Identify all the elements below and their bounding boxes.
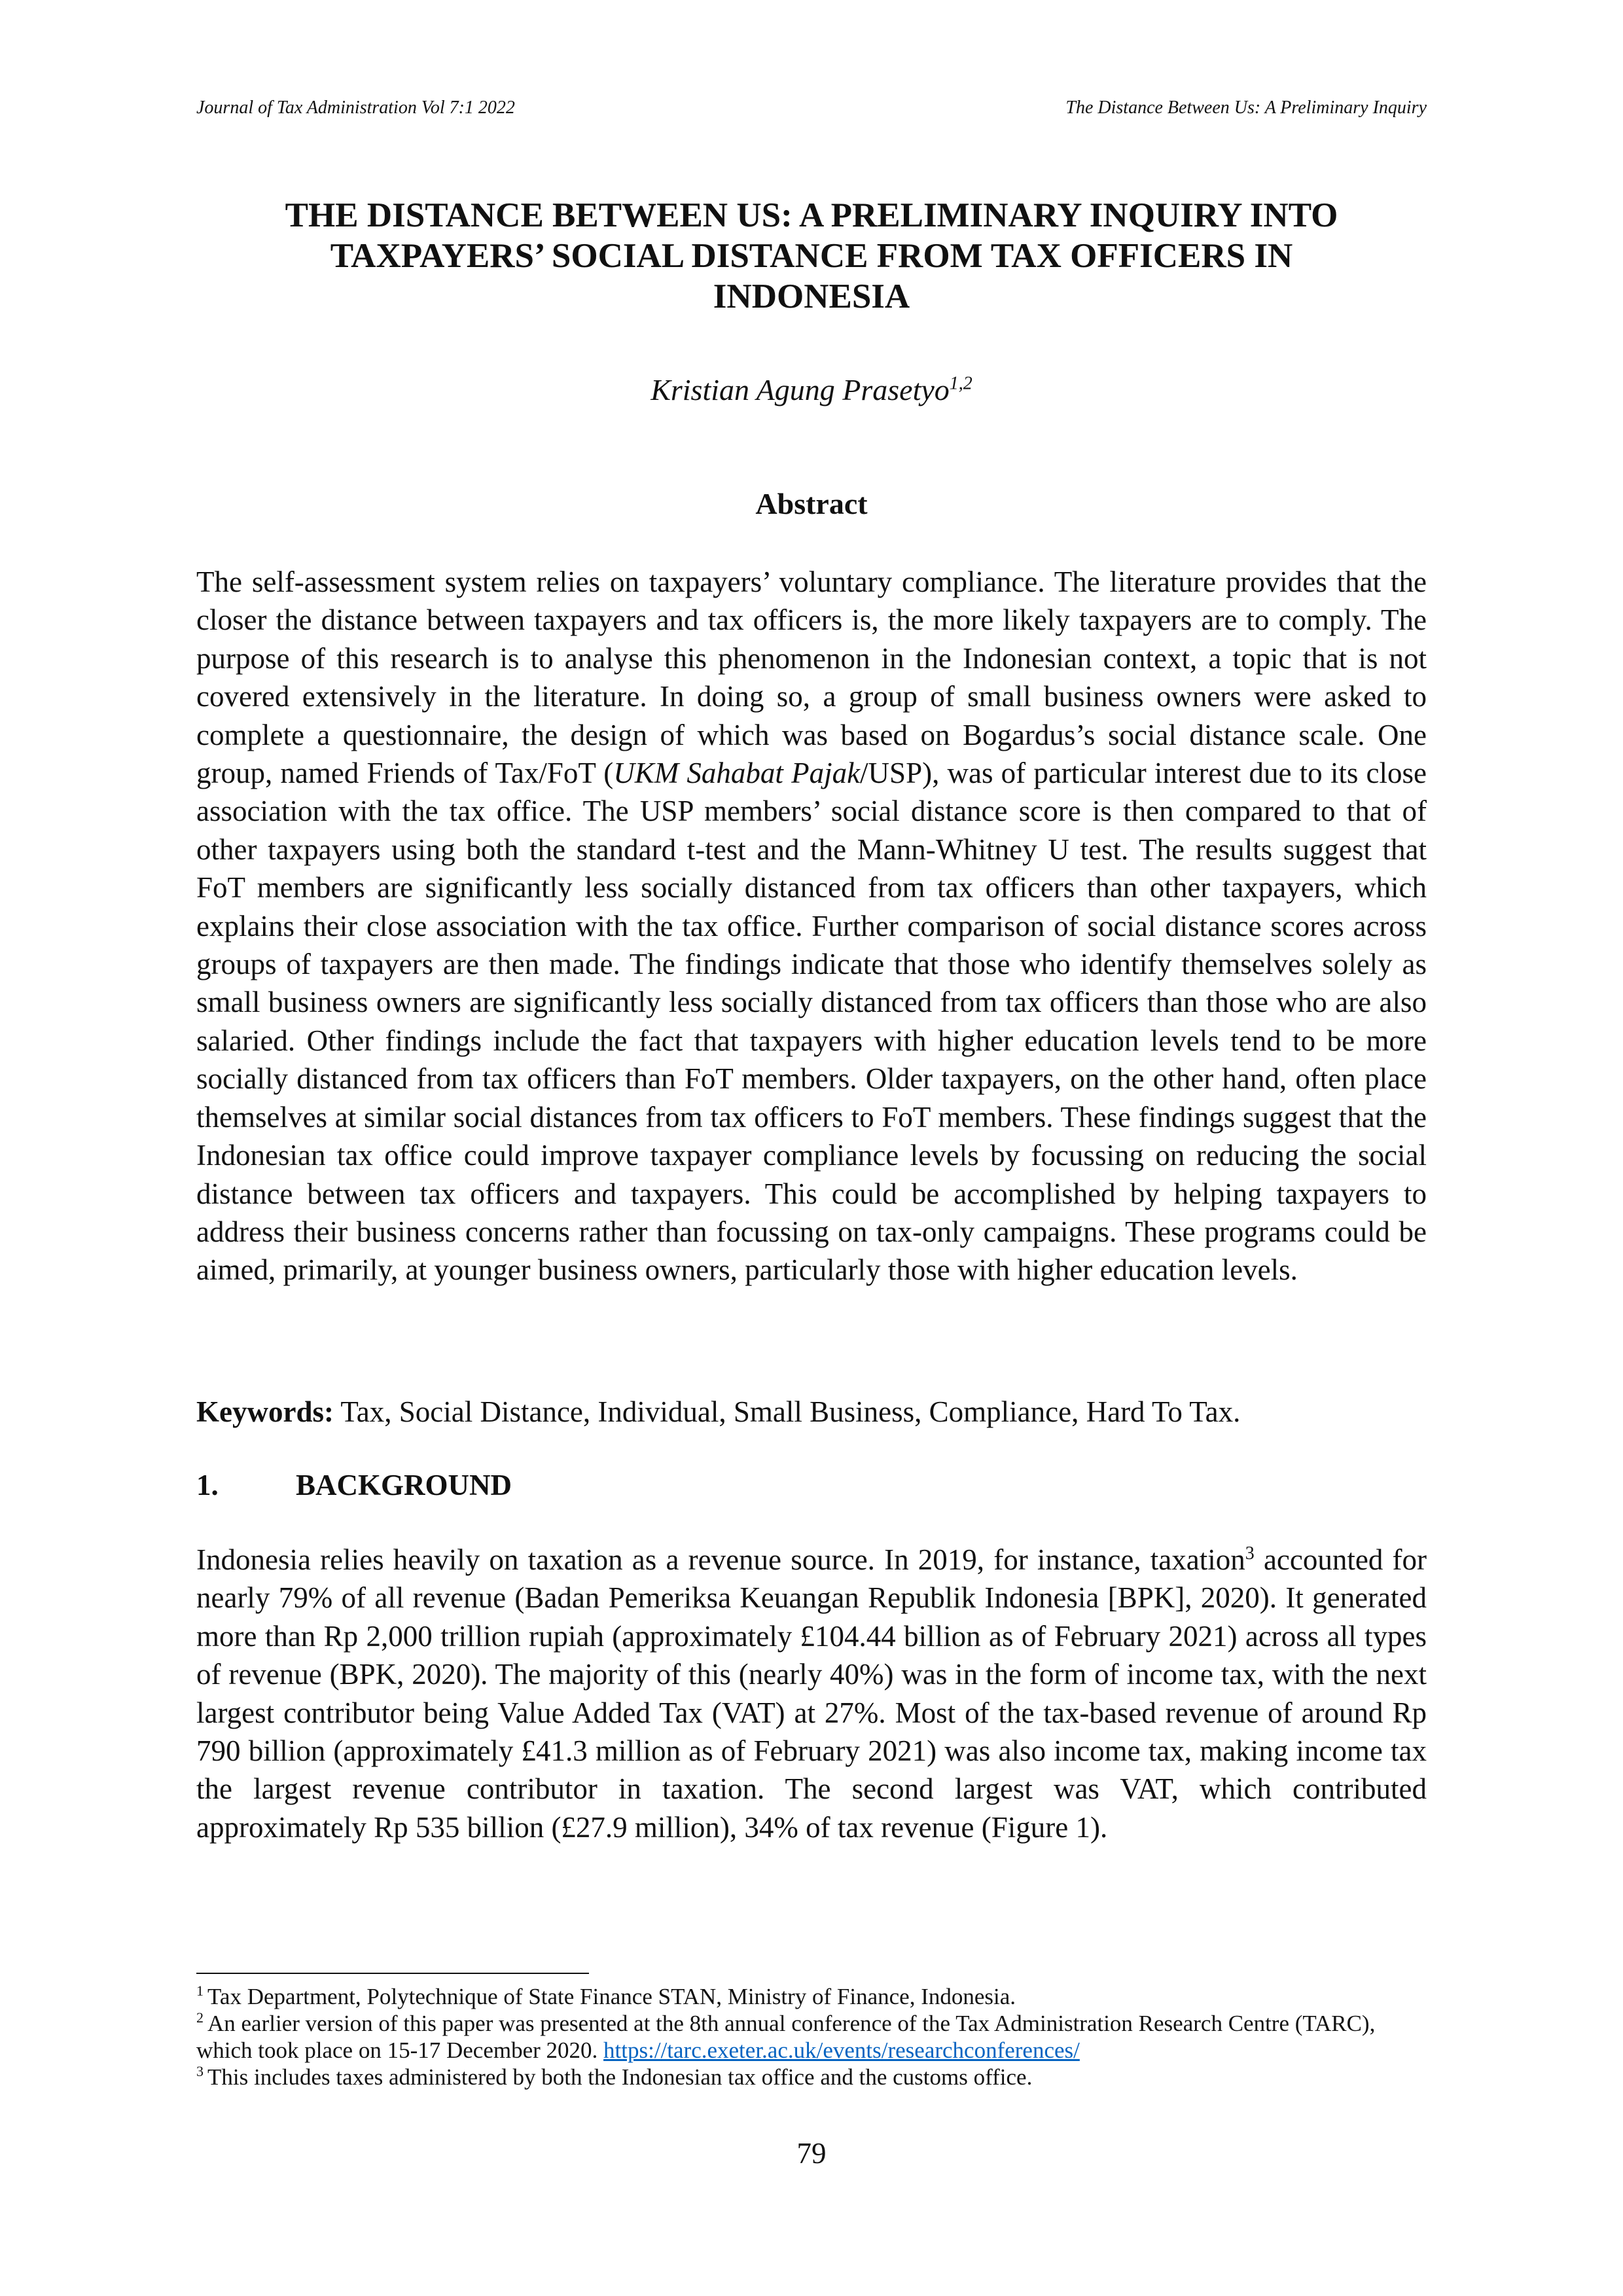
keywords-list: Tax, Social Distance, Individual, Small Business, Compliance, Hard To Tax. xyxy=(333,1395,1241,1428)
footnote-reference-3: 3 xyxy=(1245,1543,1255,1564)
paper-title xyxy=(196,195,1427,317)
title-line-1: THE DISTANCE BETWEEN US: A PRELIMINARY INQUIRY INTO xyxy=(285,196,1338,234)
footnotes xyxy=(196,1983,1427,2090)
keywords-label: Keywords: xyxy=(196,1395,334,1428)
footnote-text: Tax Department, Polytechnique of State Finance STAN, Ministry of Finance, Indonesia. xyxy=(207,1984,1016,2009)
abstract-text xyxy=(196,563,1427,1289)
author-line xyxy=(196,372,1427,408)
footnote-mark: 1 xyxy=(196,1982,204,2000)
author-affiliation-marks: 1,2 xyxy=(949,373,972,394)
journal-citation: Journal of Tax Administration Vol 7:1 2022 xyxy=(196,98,515,118)
footnote-mark: 2 xyxy=(196,2009,204,2026)
section-number: 1. xyxy=(196,1469,219,1501)
running-header xyxy=(196,97,1427,119)
title-line-3: INDONESIA xyxy=(713,278,910,315)
abstract-italic-term: UKM Sahabat Pajak xyxy=(613,757,861,790)
abstract-heading: Abstract xyxy=(755,487,868,520)
footnote-separator xyxy=(196,1973,589,1974)
conference-link[interactable]: https://tarc.exeter.ac.uk/events/researchconferences/ xyxy=(603,2037,1080,2063)
background-paragraph xyxy=(196,1541,1427,1846)
abstract-part-2: /USP), was of particular interest due to its close association with the tax office. The USP members’ social distance score is then compared to that of other taxpayers using both the standard t-test and the Mann-Whitney U test. The results suggest that FoT members are significantly less socially distanced from tax officers than other taxpayers, which explains their close association with the tax office. Further comparison of social distance scores across groups of taxpayers are then made. The findings indicate that those who identify themselves solely as small business owners are significantly less socially distanced from tax officers than those who are also salaried. Other findings include the fact that taxpayers with higher education levels tend to be more socially distanced from tax officers than FoT members. Older taxpayers, on the other hand, often place themselves at similar social distances from tax officers to FoT members. These findings suggest that the Indonesian tax office could improve taxpayer compliance levels by focussing on reducing the social distance between tax officers and taxpayers. This could be accomplished by helping taxpayers to address their business concerns rather than focussing on tax-only campaigns. These programs could be aimed, primarily, at younger business owners, particularly those with higher education levels. xyxy=(196,757,1427,1287)
title-line-2: TAXPAYERS’ SOCIAL DISTANCE FROM TAX OFFICERS IN xyxy=(330,237,1293,275)
paper-page xyxy=(196,0,1427,2296)
section-title: BACKGROUND xyxy=(296,1469,512,1501)
short-title: The Distance Between Us: A Preliminary Inquiry xyxy=(1065,98,1427,118)
keywords xyxy=(196,1393,1427,1431)
abstract-part-1: The self-assessment system relies on taxpayers’ voluntary compliance. The literature provides that the closer the distance between taxpayers and tax officers is, the more likely taxpayers are to comply. The purpose of this research is to analyse this phenomenon in the Indonesian context, a topic that is not covered extensively in the literature. In doing so, a group of small business owners were asked to complete a questionnaire, the design of which was based on Bogardus’s social distance scale. One group, named Friends of Tax/FoT ( xyxy=(196,565,1427,790)
footnote-mark: 3 xyxy=(196,2063,204,2080)
footnote-2 xyxy=(196,2010,1427,2064)
section-heading-background xyxy=(196,1466,1427,1504)
page-number: 79 xyxy=(796,2137,827,2170)
footnote-text: An earlier version of this paper was presented at the 8th annual conference of the Tax Administration Research Centre (TARC), which took place on 15-17 December 2020. xyxy=(196,2011,1376,2063)
background-part-2: accounted for nearly 79% of all revenue (Badan Pemeriksa Keuangan Republik Indonesia [BPK], 2020). It generated more than Rp 2,000 trillion rupiah (approximately £104.44 billion as of February 2021) across all types of revenue (BPK, 2020). The majority of this (nearly 40%) was in the form of income tax, with the next largest contributor being Value Added Tax (VAT) at 27%. Most of the tax-based revenue of around Rp 790 billion (approximately £41.3 million as of February 2021) was also income tax, making income tax the largest revenue contributor in taxation. The second largest was VAT, which contributed approximately Rp 535 billion (£27.9 million), 34% of tax revenue (Figure 1). xyxy=(196,1543,1427,1844)
background-part-1: Indonesia relies heavily on taxation as a revenue source. In 2019, for instance, taxation xyxy=(196,1543,1245,1576)
footnote-3 xyxy=(196,2064,1427,2090)
footnote-text: This includes taxes administered by both the Indonesian tax office and the customs office. xyxy=(207,2064,1033,2090)
footnote-1 xyxy=(196,1983,1427,2010)
author-name: Kristian Agung Prasetyo xyxy=(651,373,950,406)
